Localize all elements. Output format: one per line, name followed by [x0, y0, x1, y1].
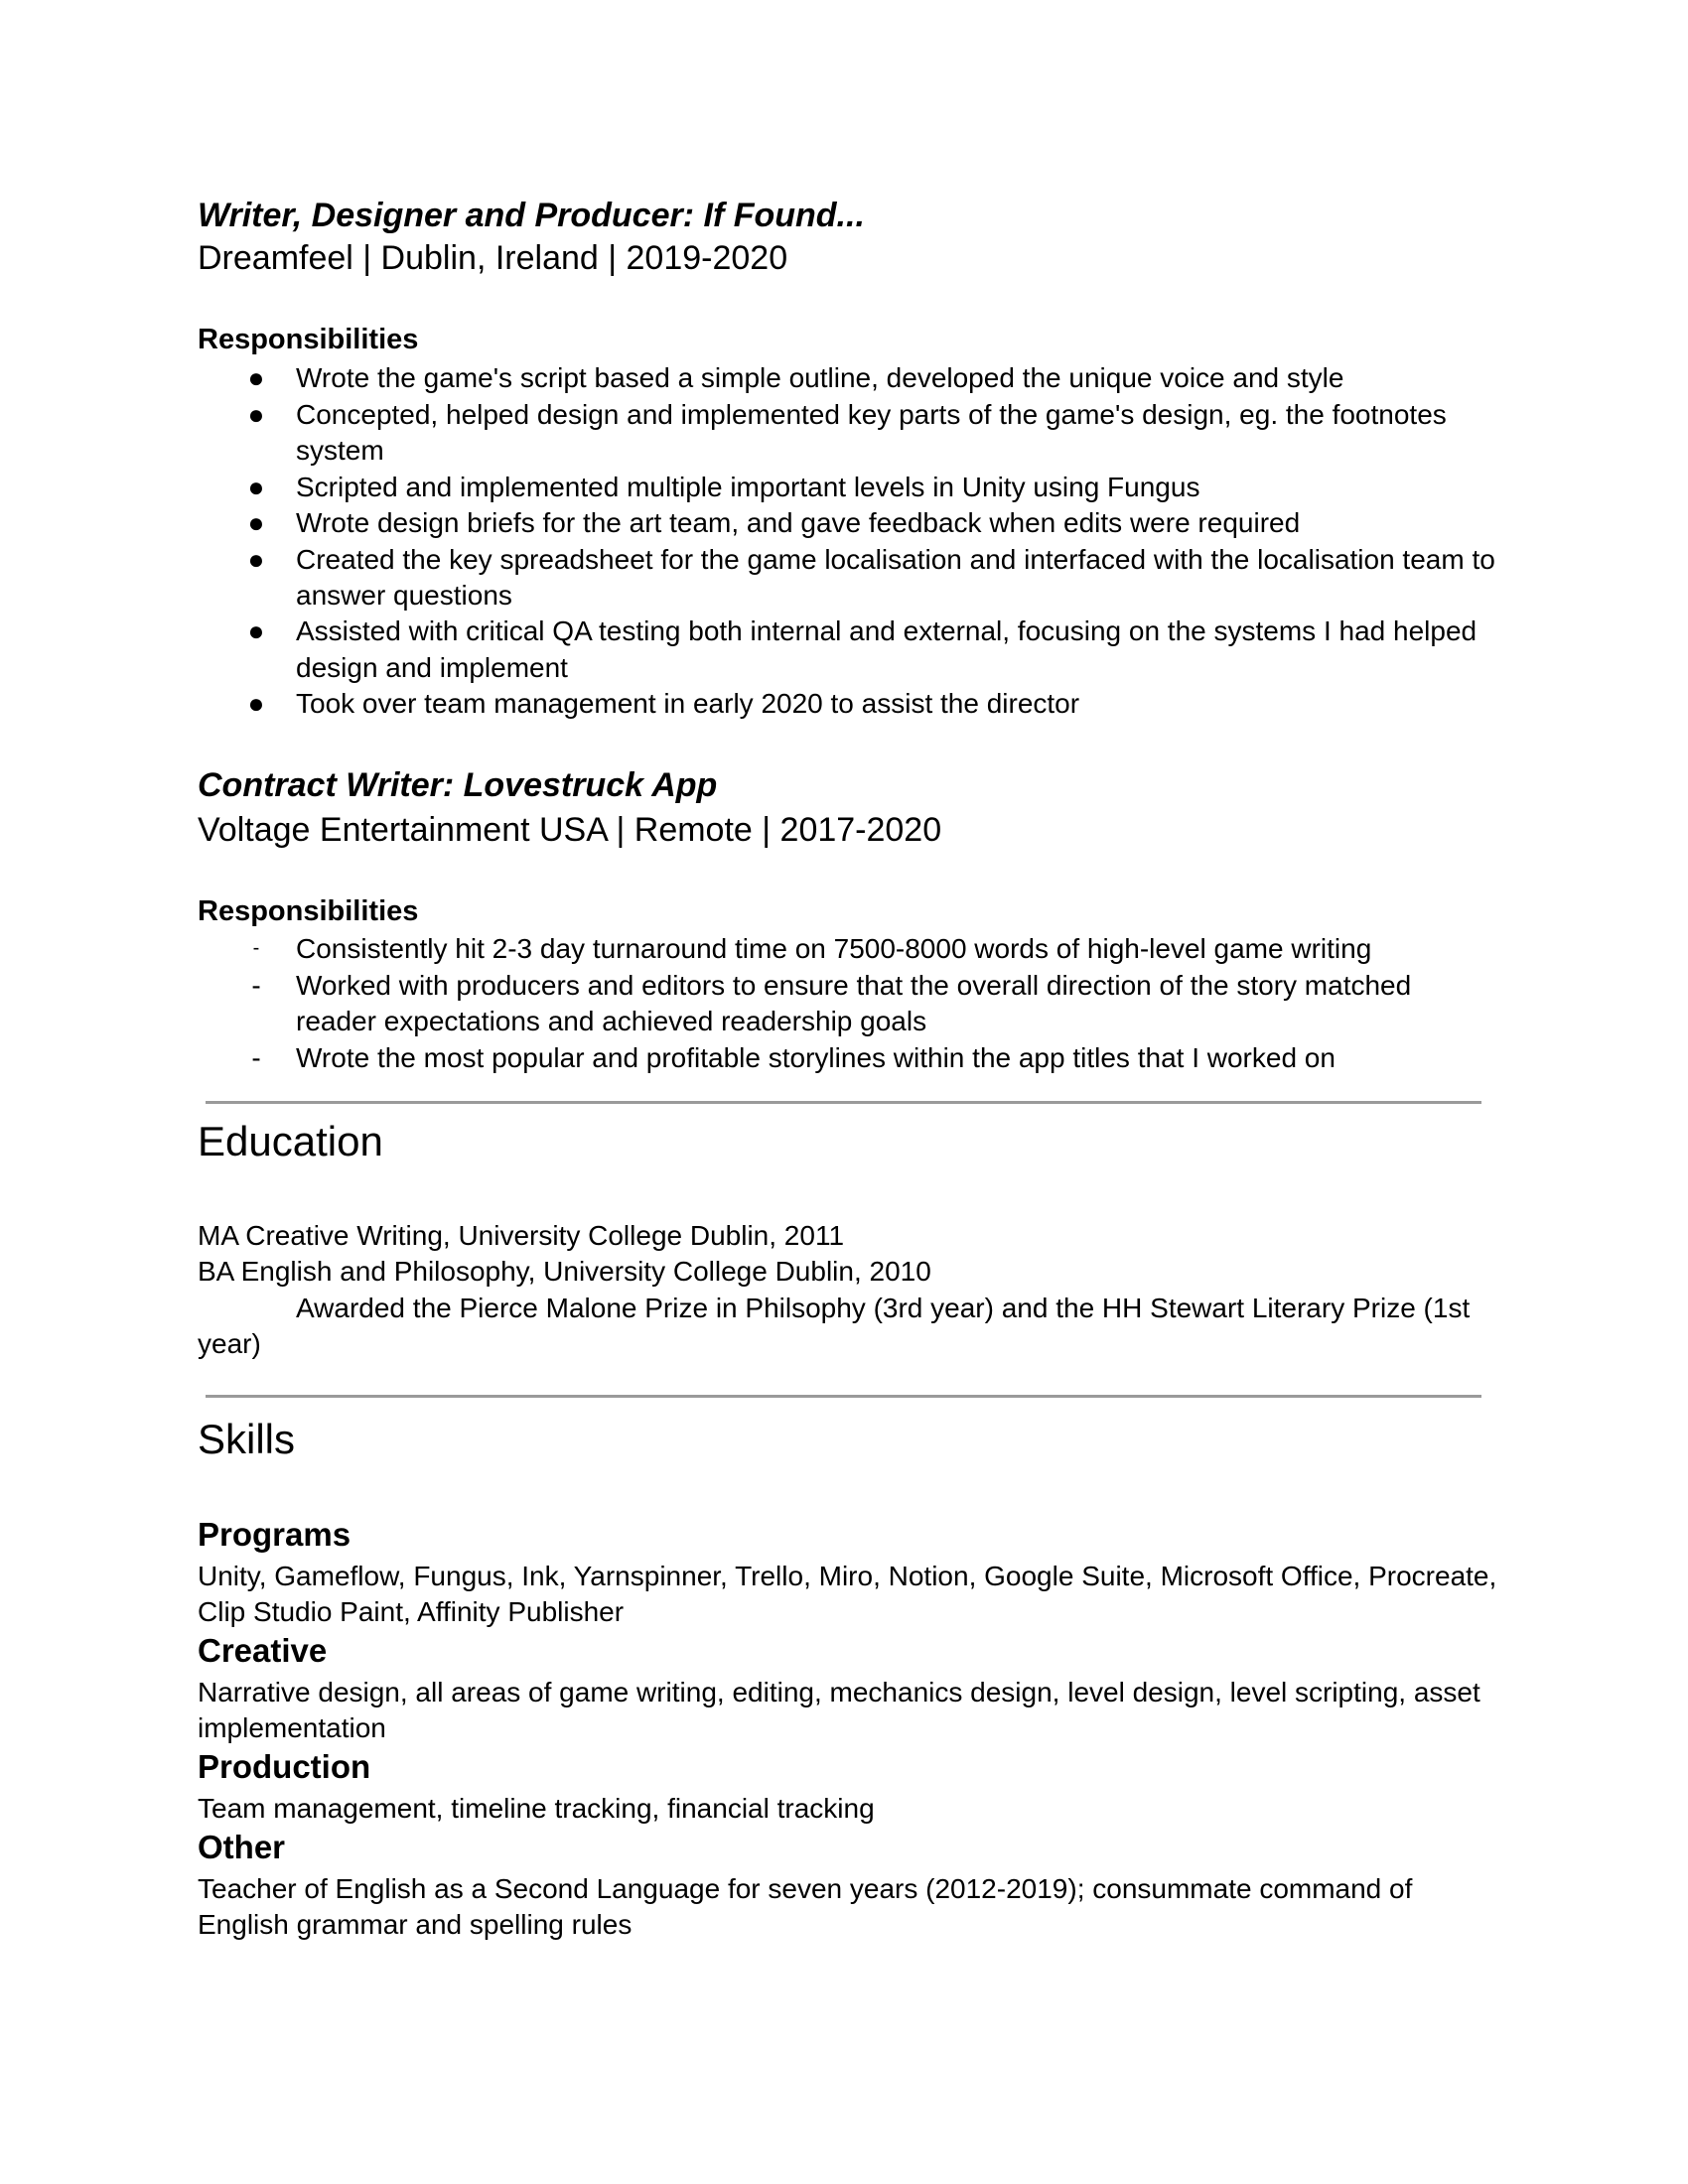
- skills-heading: Skills: [198, 1416, 296, 1462]
- education-heading: Education: [198, 1118, 383, 1164]
- education-line: Awarded the Pierce Malone Prize in Philsophy (3rd year) and the HH Stewart Literary Prize (1st: [296, 1293, 1471, 1323]
- bullet-marker: -: [251, 1042, 261, 1073]
- skill-group-text: Narrative design, all areas of game writing, editing, mechanics design, level design, level scripting, asset: [198, 1677, 1480, 1707]
- education-line: year): [198, 1328, 261, 1359]
- bullet-text: Wrote the game's script based a simple outline, developed the unique voice and style: [296, 362, 1344, 393]
- responsibilities-heading: Responsibilities: [198, 895, 419, 927]
- skill-group-text: implementation: [198, 1712, 386, 1743]
- job-meta: Dreamfeel | Dublin, Ireland | 2019-2020: [198, 239, 788, 277]
- bullet-marker: ●: [247, 362, 265, 393]
- skill-group-text: English grammar and spelling rules: [198, 1909, 633, 1940]
- bullet-text: Consistently hit 2-3 day turnaround time on 7500-8000 words of high-level game writing: [296, 933, 1372, 964]
- bullet-text: Worked with producers and editors to ensure that the overall direction of the story matched: [296, 970, 1412, 1001]
- section-divider: [206, 1101, 1481, 1104]
- bullet-marker: ●: [247, 472, 265, 502]
- skill-group-title: Production: [198, 1748, 371, 1785]
- bullet-text: Wrote design briefs for the art team, and gave feedback when edits were required: [296, 507, 1301, 538]
- bullet-text: Concepted, helped design and implemented key parts of the game's design, eg. the footnotes: [296, 399, 1447, 430]
- skill-group-text: Team management, timeline tracking, financial tracking: [198, 1793, 875, 1824]
- section-divider: [206, 1395, 1481, 1398]
- bullet-text: Created the key spreadsheet for the game localisation and interfaced with the localisation team to: [296, 544, 1495, 575]
- skill-group-text: Teacher of English as a Second Language for seven years (2012-2019); consummate command of: [198, 1873, 1413, 1904]
- bullet-marker: ●: [247, 507, 265, 538]
- job-meta: Voltage Entertainment USA | Remote | 2017-2020: [198, 811, 942, 849]
- job-title: Writer, Designer and Producer: If Found...: [198, 197, 865, 234]
- skill-group-text: Clip Studio Paint, Affinity Publisher: [198, 1596, 625, 1627]
- bullet-text: Took over team management in early 2020 to assist the director: [296, 688, 1080, 719]
- bullet-text: reader expectations and achieved readership goals: [296, 1006, 927, 1036]
- skill-group-title: Other: [198, 1829, 286, 1865]
- education-line: BA English and Philosophy, University College Dublin, 2010: [198, 1256, 931, 1287]
- bullet-marker: ●: [247, 688, 265, 719]
- bullet-text: system: [296, 435, 384, 466]
- bullet-text: answer questions: [296, 580, 512, 611]
- bullet-marker: ●: [247, 544, 265, 575]
- bullet-marker: -: [251, 970, 261, 1001]
- bullet-marker: ●: [247, 615, 265, 646]
- skill-group-title: Programs: [198, 1516, 352, 1553]
- skill-group-text: Unity, Gameflow, Fungus, Ink, Yarnspinner, Trello, Miro, Notion, Google Suite, Microsoft Office, Procreate,: [198, 1561, 1497, 1591]
- bullet-marker: -: [252, 937, 260, 959]
- bullet-text: Assisted with critical QA testing both internal and external, focusing on the systems I had helped: [296, 615, 1477, 646]
- responsibilities-heading: Responsibilities: [198, 324, 419, 355]
- bullet-text: Wrote the most popular and profitable storylines within the app titles that I worked on: [296, 1042, 1336, 1073]
- bullet-text: Scripted and implemented multiple important levels in Unity using Fungus: [296, 472, 1200, 502]
- skill-group-title: Creative: [198, 1632, 328, 1669]
- bullet-text: design and implement: [296, 652, 568, 683]
- bullet-marker: ●: [247, 399, 265, 430]
- education-line: MA Creative Writing, University College Dublin, 2011: [198, 1220, 845, 1251]
- job-title: Contract Writer: Lovestruck App: [198, 766, 718, 804]
